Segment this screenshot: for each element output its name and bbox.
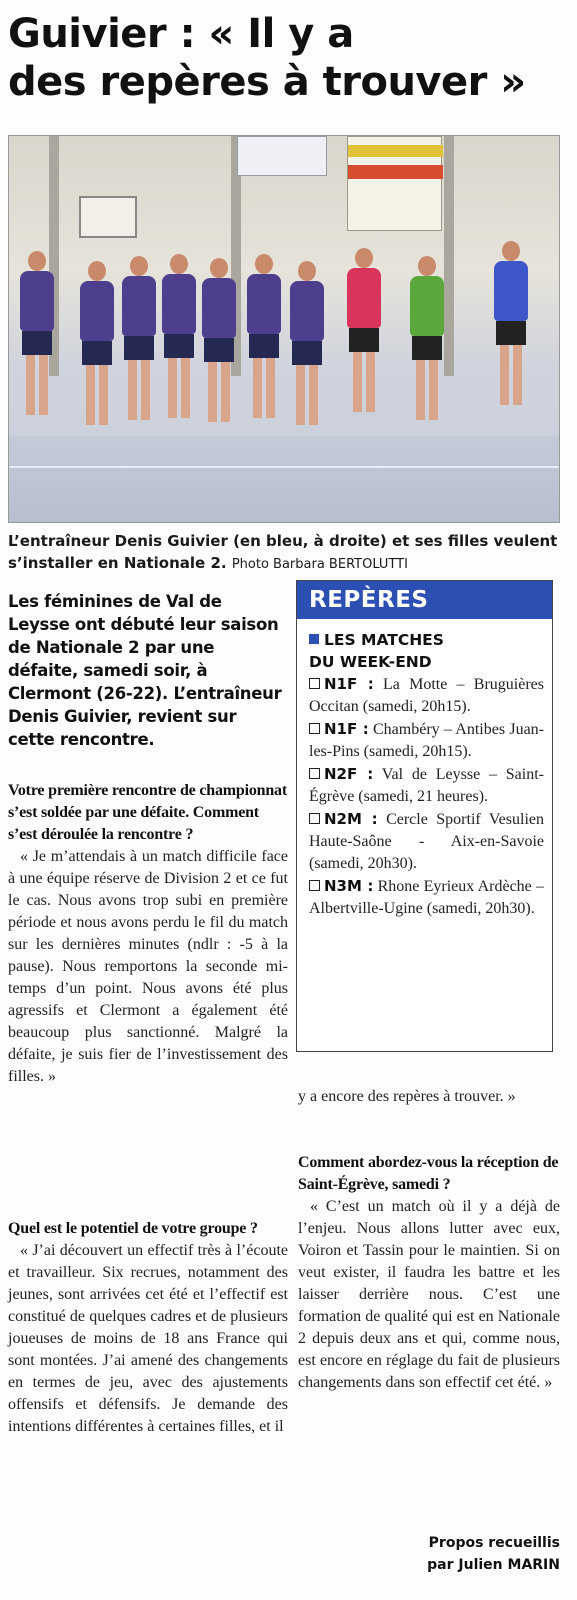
match-list: [309, 673, 544, 920]
photo-banner: [347, 136, 442, 231]
match-text: Val de Leysse – Saint-Égrève (samedi, 21 heures).: [309, 766, 544, 805]
photo-coach: [489, 241, 533, 431]
photo-player: [287, 261, 327, 431]
answer-1: « Je m’attendais à un match difficile face à une équipe réserve de Division 2 et ce fut le cas. Nous avons trop subi en première période et nous avons perdu le fil du match sur les dernières minutes (ndlr : -5 à la pause). Nous remportons la seconde mi-temps d’un point. Nous avons été plus agressifs et Clermont a également été beaucoup plus sanctionné. Malgré la défaite, je suis fier de l’investissement des filles. »: [8, 848, 288, 1085]
photo-beam: [444, 136, 454, 376]
match-division: N1F :: [324, 720, 369, 738]
photo-player: [17, 251, 57, 421]
photo-player: [159, 254, 199, 424]
match-text: Rhone Eyrieux Ardèche – Albertville-Ugine (samedi, 20h30).: [309, 878, 545, 917]
photo-player: [119, 256, 159, 426]
question-2: Quel est le potentiel de votre groupe ?: [8, 1220, 258, 1237]
question-1: Votre première rencontre de championnat s’est soldée par une défaite. Comment s’est déroulée la rencontre ?: [8, 782, 287, 843]
headline-line-1: Guivier : « Il y a: [8, 11, 354, 57]
box-title: REPÈRES: [297, 581, 552, 619]
article-lead: Les féminines de Val de Leysse ont débuté leur saison de Nationale 2 par une défaite, samedi soir, à Clermont (26-22). L’entraîneur Denis Guivier, revient sur cette rencontre.: [8, 592, 282, 749]
byline-line-2: par Julien MARIN: [427, 1557, 560, 1573]
box-subtitle-line-2: DU WEEK-END: [309, 653, 432, 671]
reperes-box: [296, 580, 553, 1052]
photo-player: [244, 254, 284, 424]
photo-floor: [9, 436, 560, 523]
answer-2: « J’ai découvert un effectif très à l’écoute et travailleur. Six recrues, notamment des jeunes, sont arrivées cet été et l’effectif est constitué de quelques cadres et de plusieurs joueuses de moins de 18 ans France qui sont montées. J’ai amené des changements en termes de jeu, avec des ajustements offensifs et défensifs. Je demande des intentions différentes à certaines filles, et il: [8, 1242, 288, 1435]
answer-2-continued: y a encore des repères à trouver. »: [298, 1088, 516, 1105]
match-text: Chambéry – Antibes Juan-les-Pins (samedi, 20h15).: [309, 721, 544, 760]
match-item: [309, 875, 544, 920]
byline-line-1: Propos recueillis: [428, 1535, 560, 1551]
photo-backboard: [79, 196, 137, 238]
article-column-right: [298, 1152, 560, 1394]
match-item: [309, 673, 544, 718]
article-column-left-top: [8, 780, 288, 1088]
photo-credit: Photo Barbara BERTOLUTTI: [231, 557, 408, 572]
match-division: N3M :: [324, 877, 374, 895]
photo-caption: [8, 530, 573, 576]
checkbox-icon: [309, 678, 320, 689]
headline-line-2: des repères à trouver »: [8, 59, 526, 105]
square-bullet-icon: [309, 634, 319, 644]
box-subtitle-line-1: LES MATCHES: [324, 631, 444, 649]
photo-floor-line: [9, 466, 560, 468]
checkbox-icon: [309, 723, 320, 734]
team-photo: [8, 135, 560, 523]
match-item: [309, 763, 544, 808]
photo-player: [409, 256, 445, 416]
byline: [420, 1532, 560, 1576]
article-column-left-bottom: [8, 1218, 288, 1438]
match-text: Cercle Sportif Vesulien Haute-Saône - Aix-en-Savoie (samedi, 20h30).: [309, 811, 544, 872]
match-item: [309, 718, 544, 763]
checkbox-icon: [309, 813, 320, 824]
checkbox-icon: [309, 768, 320, 779]
question-3: Comment abordez-vous la réception de Saint-Égrève, samedi ?: [298, 1154, 559, 1193]
answer-3: « C’est un match où il y a déjà de l’enjeu. Nous allons lutter avec eux, Voiron et Tassin pour le maintien. Si on veut exister, il faudra les battre et les laisser derrière nous. C’est une formation de qualité qui est en Nationale 2 depuis deux ans et qui, comme nous, est encore en réglage du fait de plusieurs changements dans son effectif cet été. »: [298, 1198, 560, 1391]
headline: [8, 10, 573, 106]
match-division: N2F :: [324, 765, 374, 783]
checkbox-icon: [309, 880, 320, 891]
photo-player: [199, 258, 239, 428]
article-column-right-continuation: [298, 1086, 560, 1108]
photo-player: [77, 261, 117, 431]
match-division: N2M :: [324, 810, 378, 828]
box-subtitle: [309, 629, 544, 673]
photo-banner: [237, 136, 327, 176]
match-item: [309, 808, 544, 875]
photo-player: [344, 248, 384, 418]
match-text: La Motte – Bruguières Occitan (samedi, 20h15).: [309, 676, 545, 715]
caption-text: L’entraîneur Denis Guivier (en bleu, à droite) et ses filles veulent s’installer en Nationale 2.: [8, 532, 558, 572]
match-division: N1F :: [324, 675, 374, 693]
